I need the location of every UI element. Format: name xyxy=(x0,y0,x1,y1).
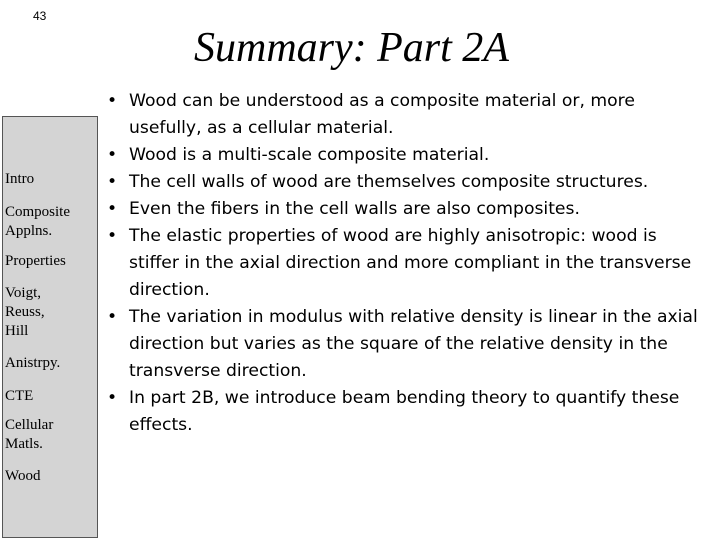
bullet-dot: • xyxy=(107,145,118,165)
bullet-item xyxy=(107,88,707,142)
bullet-text: Even the fibers in the cell walls are also composites. xyxy=(129,199,580,219)
slide-title: Summary: Part 2A xyxy=(194,25,509,71)
slide-number: 43 xyxy=(33,9,47,23)
sidebar-item-composite-applns[interactable]: Composite Applns. xyxy=(5,204,71,239)
bullet-item xyxy=(107,304,707,385)
sidebar-item-cellular-matls[interactable]: Cellular Matls. xyxy=(5,417,54,452)
bullet-text: Wood is a multi-scale composite material. xyxy=(129,145,490,165)
bullet-item xyxy=(107,223,707,304)
bullet-text: In part 2B, we introduce beam bending theory to quantify these effects. xyxy=(129,388,680,435)
bullet-item xyxy=(107,196,707,223)
sidebar-item-anistrpy[interactable]: Anistrpy. xyxy=(5,355,61,371)
bullet-text: material. xyxy=(310,118,394,138)
bullet-dot: • xyxy=(107,91,118,111)
bullet-text: The cell walls of wood are themselves composite structures. xyxy=(129,172,649,192)
sidebar-item-intro[interactable]: Intro xyxy=(5,171,35,187)
bullet-text: The variation in modulus with relative density is linear in the axial direction but varies as the square of the relative density in the transverse direction. xyxy=(129,307,698,381)
bullet-item xyxy=(107,142,707,169)
bullet-text: The elastic properties of wood are highly anisotropic: wood is stiffer in the axial direction and more compliant in the transverse direction. xyxy=(129,226,692,300)
bullet-text: Wood can be understood as a composite material or, more usefully, as a xyxy=(129,91,635,138)
sidebar-item-cte[interactable]: CTE xyxy=(5,388,34,404)
bullet-dot: • xyxy=(107,307,118,327)
bullet-item xyxy=(107,385,707,439)
bullet-dot: • xyxy=(107,199,118,219)
sidebar-item-wood[interactable]: Wood xyxy=(5,468,41,484)
bullet-item xyxy=(107,169,707,196)
bullet-emphasis: cellular xyxy=(247,118,311,138)
bullet-dot: • xyxy=(107,388,118,408)
bullet-dot: • xyxy=(107,226,118,246)
sidebar-item-properties[interactable]: Properties xyxy=(5,253,66,269)
summary-bullet-list xyxy=(107,88,707,439)
bullet-dot: • xyxy=(107,172,118,192)
sidebar-item-voigt-reuss-hill[interactable]: Voigt, Reuss, Hill xyxy=(5,285,45,339)
